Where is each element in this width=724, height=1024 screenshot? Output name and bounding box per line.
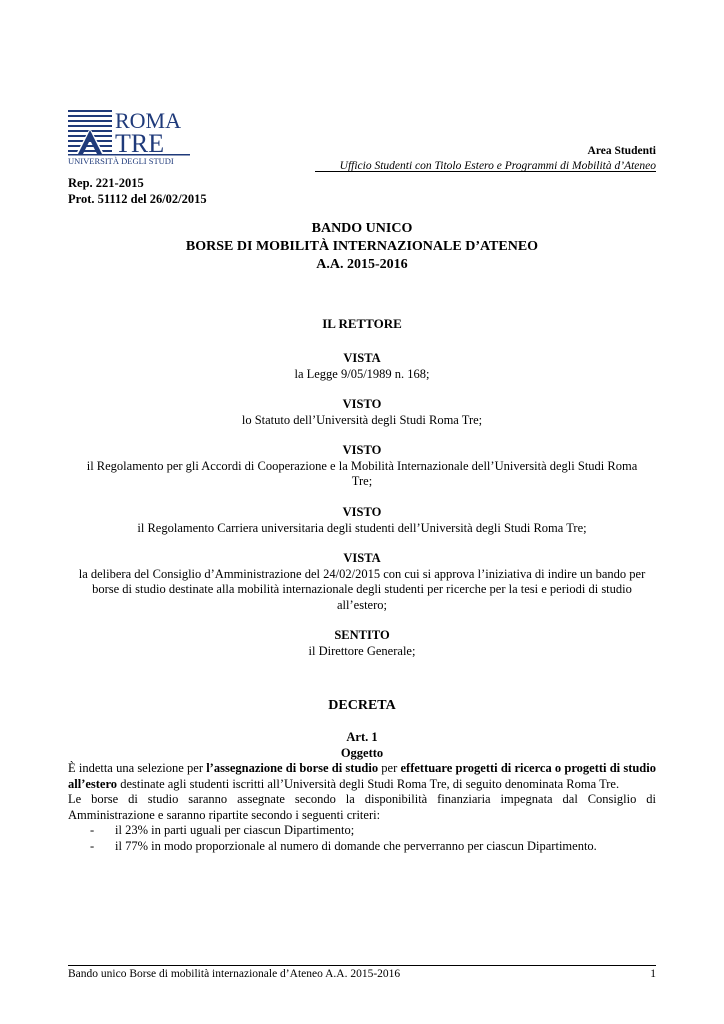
page-number: 1 [650,968,656,980]
office-header [340,144,656,174]
p1-part-a: È indetta una selezione per [68,761,207,775]
p1-part-e: destinate agli studenti iscritti all’Università degli Studi Roma Tre, di seguito denominata Roma Tre. [117,776,620,791]
consideration-text: il Direttore Generale; [308,643,416,658]
title-line2: BORSE DI MOBILITÀ INTERNAZIONALE D’ATENEO [185,239,539,254]
consideration-text: il Regolamento per gli Accordi di Cooperazione e la Mobilità Internazionale dell’Università degli Studi Roma Tre; [86,458,638,488]
area-title: Area Studenti [587,145,656,157]
article-body [68,761,656,854]
rettore-heading: IL RETTORE [322,316,402,331]
protocol-block [68,175,207,207]
p1-part-c: per [378,761,401,775]
title-line1: BANDO UNICO [311,221,413,236]
document-title [68,220,656,274]
consideration-1 [68,351,656,382]
list-item: - il 23% in parti uguali per ciascun Dipartimento; [90,823,656,839]
p1-part-d: effettuare progetti di ricerca o progetti di studio all’estero [68,761,656,791]
decreta-heading: DECRETA [328,698,396,713]
header-rule [315,171,656,172]
consideration-text: la Legge 9/05/1989 n. 168; [294,366,430,381]
consideration-5 [72,551,652,613]
article-heading [68,730,656,761]
consideration-text: lo Statuto dell’Università degli Studi Roma Tre; [241,412,483,427]
consideration-head: VISTA [343,551,381,565]
consideration-6 [68,628,656,659]
office-name: Ufficio Studenti con Titolo Estero e Programmi di Mobilità d’Ateneo [339,160,656,172]
article-paragraph-2: Le borse di studio saranno assegnate secondo la disponibilità finanziaria impegnata dal Consiglio di Amministrazione e saranno ripartite secondo i seguenti criteri: [68,792,656,822]
page-footer [68,968,656,980]
consideration-head: VISTO [342,443,382,457]
article-paragraph-1 [68,761,656,792]
consideration-head: VISTA [343,351,381,365]
list-item: - il 77% in modo proporzionale al numero di domande che perverranno per ciascun Dipartimento. [90,839,656,855]
title-line3: A.A. 2015-2016 [316,257,408,272]
p1-part-b: l’assegnazione di borse di studio [206,761,379,775]
roma-tre-logo-icon [68,108,190,166]
consideration-head: VISTO [342,505,382,519]
consideration-text: il Regolamento Carriera universitaria degli studenti dell’Università degli Studi Roma Tre; [137,520,587,535]
logo-line3: UNIVERSITÀ DEGLI STUDI [68,156,174,166]
footer-rule [68,965,656,966]
article-number: Art. 1 [346,730,378,744]
consideration-4 [68,505,656,536]
consideration-head: SENTITO [334,628,390,642]
consideration-2 [68,397,656,428]
footer-text: Bando unico Borse di mobilità internazionale d’Ateneo A.A. 2015-2016 [68,968,401,980]
article-title: Oggetto [340,745,384,760]
prot-number: Prot. 51112 del 26/02/2015 [68,192,207,206]
rep-number: Rep. 221-2015 [68,176,144,190]
consideration-text: la delibera del Consiglio d’Amministrazione del 24/02/2015 con cui si approva l’iniziativa di indire un bando per borse di studio destinate alla mobilità internazionale degli studenti per ricerche per la tesi e periodi di studio all’estero; [78,566,646,612]
logo-line1: ROMA [115,108,182,133]
logo-line2: TRE [115,129,165,158]
consideration-head: VISTO [342,397,382,411]
university-logo [68,108,190,166]
consideration-3 [85,443,639,490]
criteria-list [68,823,656,854]
